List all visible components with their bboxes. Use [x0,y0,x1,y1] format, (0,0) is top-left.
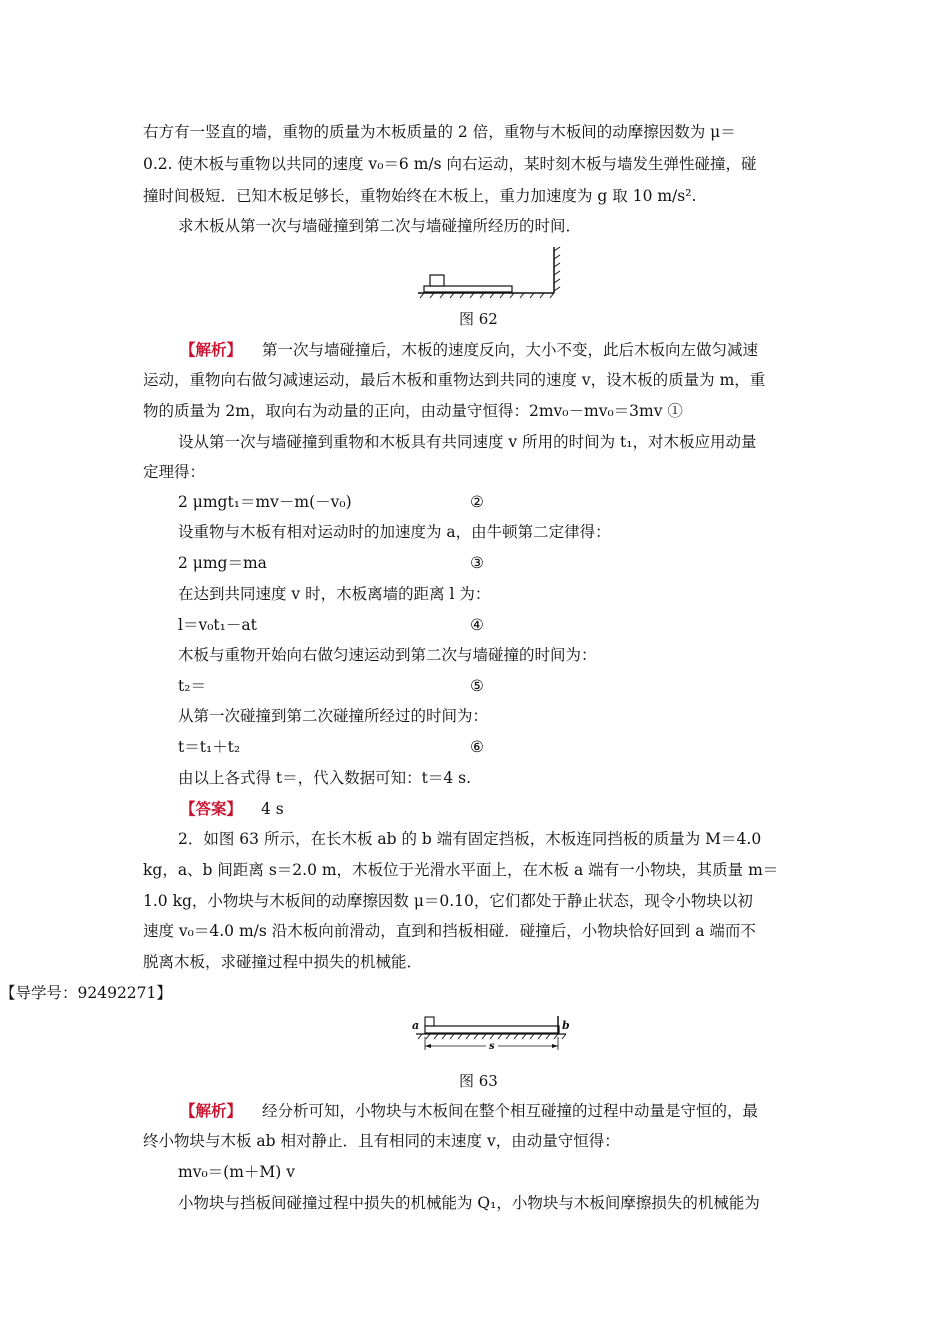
answer-tag: 【答案】 [180,799,243,818]
equation-5-number: ⑤ [470,677,484,695]
solution1-intro-1: 第一次与墙碰撞后，木板的速度反向，大小不变，此后木板向左做匀减速 [262,341,759,359]
solution1-t-line: 从第一次碰撞到第二次碰撞所经过的时间为： [178,707,489,725]
equation-4-number: ④ [470,616,484,634]
solution1-t1-line-2: 定理得： [143,463,206,481]
problem2-line-4: 速度 v₀＝4.0 m/s 沿木板向前滑动，直到和挡板相碰．碰撞后，小物块恰好回到 a 端而不 [143,922,756,940]
figure-62-caption: 图 62 [459,310,498,328]
solution2-line-1: 经分析可知，小物块与木板间在整个相互碰撞的过程中动量是守恒的，最 [262,1102,759,1120]
solution1-t2-line: 木板与重物开始向右做匀速运动到第二次与墙碰撞的时间为： [178,646,597,664]
problem2-line-1: 2．如图 63 所示，在长木板 ab 的 b 端有固定挡板，木板连同挡板的质量为 M＝4.0 [178,830,762,848]
equation-4: l＝v₀t₁－at [178,616,257,634]
problem1-line-2: 0.2. 使木板与重物以共同的速度 v₀＝6 m/s 向右运动，某时刻木板与墙发生弹性碰撞，碰 [143,155,757,173]
equation-6-number: ⑥ [470,738,484,756]
solution2-tag [180,1101,242,1121]
solution1-t1-line-1: 设从第一次与墙碰撞到重物和木板具有共同速度 v 所用的时间为 t₁，对木板应用动量 [178,433,757,451]
analysis-tag-2: 【解析】 [180,1101,243,1120]
problem1-line-3: 撞时间极短．已知木板足够长，重物始终在木板上，重力加速度为 g 取 10 m/s². [143,187,697,205]
solution1-intro-2: 运动，重物向右做匀减速运动，最后木板和重物达到共同的速度 v，设木板的质量为 m，重 [143,371,766,389]
solution2-last-line: 小物块与挡板间碰撞过程中损失的机械能为 Q₁，小物块与木板间摩擦损失的机械能为 [178,1194,760,1212]
problem1-question: 求木板从第一次与墙碰撞到第二次与墙碰撞所经历的时间． [178,217,582,235]
solution2-equation: mv₀＝(m＋M) v [178,1163,296,1181]
problem2-line-3: 1.0 kg，小物块与木板间的动摩擦因数 μ＝0.10，它们都处于静止状态，现令小物块以初 [143,892,753,910]
solution1-conclusion: 由以上各式得 t＝，代入数据可知：t＝4 s. [178,769,472,787]
problem2-line-2: kg，a、b 间距离 s＝2.0 m，木板位于光滑水平面上，在木板 a 端有一小物块，其质量 m＝ [143,861,779,879]
solution1-distance-line: 在达到共同速度 v 时，木板离墙的距离 l 为： [178,585,491,603]
guide-number: 【导学号：92492271】 [0,984,172,1002]
equation-3: 2 μmg＝ma [178,554,267,572]
label-s: s [489,1041,495,1052]
equation-6: t＝t₁＋t₂ [178,738,241,756]
solution1-accel-line: 设重物与木板有相对运动时的加速度为 a，由牛顿第二定律得： [178,523,611,541]
problem2-line-5: 脱离木板，求碰撞过程中损失的机械能． [143,953,423,971]
solution1-intro-3: 物的质量为 2m，取向右为动量的正向，由动量守恒得：2mv₀－mv₀＝3mv ① [143,402,683,420]
equation-2: 2 μmgt₁＝mv－m(－v₀) [178,493,352,511]
solution2-line-2: 终小物块与木板 ab 相对静止．且有相同的末速度 v，由动量守恒得： [143,1132,620,1150]
label-b: b [562,1019,570,1032]
solution1-tag [180,340,242,360]
analysis-tag: 【解析】 [180,340,243,359]
answer-value: 4 s [260,800,284,818]
figure-63-diagram [410,1010,572,1070]
figure-63-caption: 图 63 [459,1072,498,1090]
label-a: a [412,1019,420,1032]
figure-62-diagram [416,243,568,299]
equation-2-number: ② [470,493,484,511]
answer1 [180,799,284,819]
equation-3-number: ③ [470,554,484,572]
equation-5: t₂＝ [178,677,206,695]
problem1-line-1: 右方有一竖直的墙，重物的质量为木板质量的 2 倍，重物与木板间的动摩擦因数为 μ＝ [143,123,736,141]
